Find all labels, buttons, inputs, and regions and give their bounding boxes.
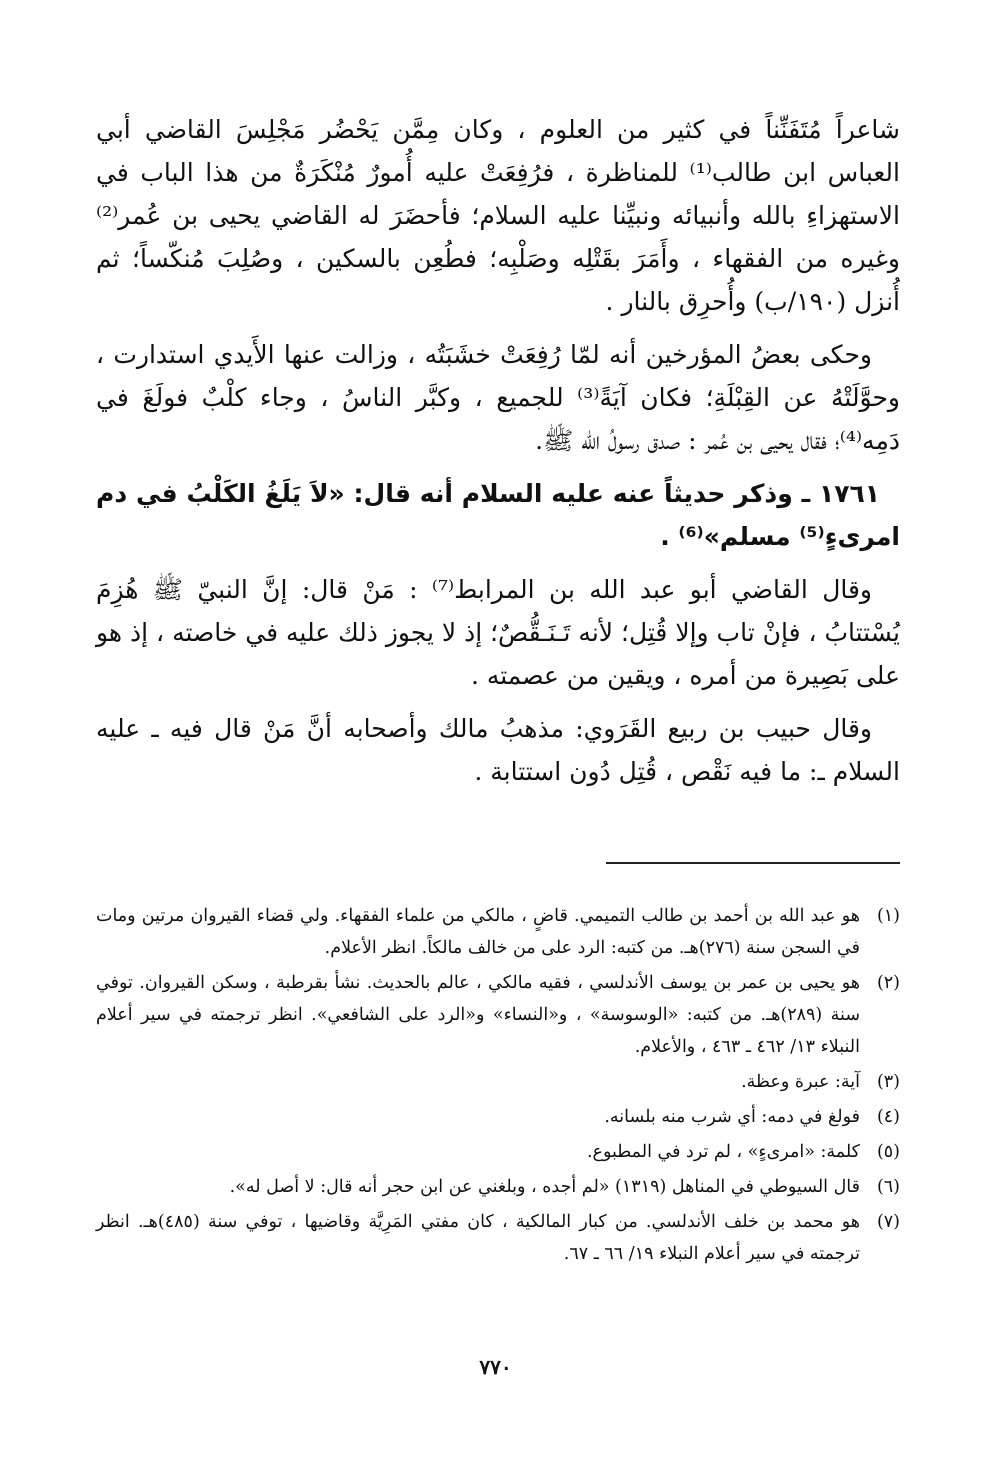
footnote-number: (٦) <box>876 1177 900 1197</box>
footnote-number: (٤) <box>876 1107 900 1127</box>
footnote-item <box>96 967 900 1063</box>
footnote-item <box>96 1206 900 1270</box>
footnote-number: (١) <box>876 906 900 926</box>
main-text-block <box>96 108 900 803</box>
footnote-divider <box>606 862 900 864</box>
footnote-text: فولغ في دمه: أي شرب منه بلسانه. <box>604 1107 860 1127</box>
footnote-text: آية: عبرة وعظة. <box>741 1072 860 1092</box>
footnote-number: (٢) <box>876 973 900 993</box>
footnote-item <box>96 1171 900 1203</box>
body-paragraph-2: وحكى بعضُ المؤرخين أنه لمّا رُفِعَتْ خشَبَتُه ، وزالت عنها الأَيدي استدارت ، وحوَّلَتْهُ عن القِبْلَةِ؛ فكان آيَةً⁽³⁾ للجميع ، وكبَّر الناسُ ، وجاء كلْبٌ فولَغَ في دَمِه⁽⁴⁾؛ فقال يحيى بن عُمر : صدق رسولُ الله ﷺ. <box>96 340 901 455</box>
footnote-text: كلمة: «امرىءٍ» ، لم ترد في المطبوع. <box>586 1142 860 1162</box>
footnote-text: قال السيوطي في المناهل (١٣١٩) «لم أجده ، وبلغني عن ابن حجر أنه قال: لا أصل له». <box>229 1177 860 1197</box>
footnote-text: هو عبد الله بن أحمد بن طالب التميمي. قاضٍ ، مالكي من علماء الفقهاء. ولي قضاء القيروان مرتين ومات في السجن سنة (٢٧٦)هـ. من كتبه: الرد على من خالف مالكاً. انظر الأعلام. <box>96 906 860 958</box>
footnote-text: هو محمد بن خلف الأندلسي. من كبار المالكية ، كان مفتي المَرِيَّة وقاضيها ، توفي سنة (٤٨٥)هـ. انظر ترجمته في سير أعلام النبلاء ١٩/ ٦٦ ـ ٦٧. <box>96 1212 860 1264</box>
body-paragraph-3: وقال القاضي أبو عبد الله بن المرابط⁽⁷⁾ : مَنْ قال: إنَّ النبيّ ﷺ هُزِمَ يُسْتتابُ ، فإنْ تاب وإلا قُتِل؛ لأنه تَـنَـقُّصٌ؛ إذ لا يجوز ذلك عليه في خاصته ، إذ هو على بَصِيرة من أمره ، ويقين من عصمته . <box>95 575 900 690</box>
footnote-item <box>96 1066 900 1098</box>
footnote-number: (٧) <box>876 1212 900 1232</box>
footnote-item <box>96 900 900 964</box>
footnote-number: (٣) <box>876 1072 900 1092</box>
body-paragraph-1: شاعراً مُتَفَنِّناً في كثير من العلوم ، وكان مِمَّن يَحْضُر مَجْلِسَ القاضي أبي العباس ابن طالب⁽¹⁾ للمناظرة ، فرُفِعَتْ عليه أُمورٌ مُنْكَرَةٌ من هذا الباب في الاستهزاءِ بالله وأنبيائه ونبيِّنا عليه السلام؛ فأحضَرَ له القاضي يحيى بن عُمر⁽²⁾ وغيره من الفقهاء ، وأَمَرَ بقَتْلِه وصَلْبِه؛ فطُعِن بالسكين ، وصُلِبَ مُنكّساً؛ ثم أُنزل (١٩٠/ب) وأُحرِق بالنار . <box>96 115 900 316</box>
body-paragraph-4: وقال حبيب بن ربيع القَرَوي: مذهبُ مالك وأصحابه أنَّ مَنْ قال فيه ـ عليه السلام ـ: ما فيه نَقْص ، قُتِل دُون استتابة . <box>96 714 900 786</box>
footnote-item <box>96 1101 900 1133</box>
hadith-text: وذكر حديثاً عنه عليه السلام أنه قال: «لاَ يَلَغُ الكَلْبُ في دم امرىءٍ⁽⁵⁾ مسلم»⁽⁶⁾ . <box>96 479 900 551</box>
footnote-text: هو يحيى بن عمر بن يوسف الأندلسي ، فقيه مالكي ، عالم بالحديث. نشأ بقرطبة ، وسكن القيروان. توفي سنة (٢٨٩)هـ. من كتبه: «الوسوسة» ، و«النساء» و«الرد على الشافعي». انظر ترجمته في سير أعلام النبلاء ١٣/ ٤٦٢ ـ ٤٦٣ ، والأعلام. <box>96 973 860 1057</box>
footnotes-section <box>96 900 900 1273</box>
page-number: ٧٧٠ <box>479 1355 512 1379</box>
hadith-number: ١٧٦١ ـ <box>801 479 880 508</box>
footnote-number: (٥) <box>876 1142 900 1162</box>
footnote-item <box>96 1136 900 1168</box>
hadith-paragraph <box>96 472 900 558</box>
